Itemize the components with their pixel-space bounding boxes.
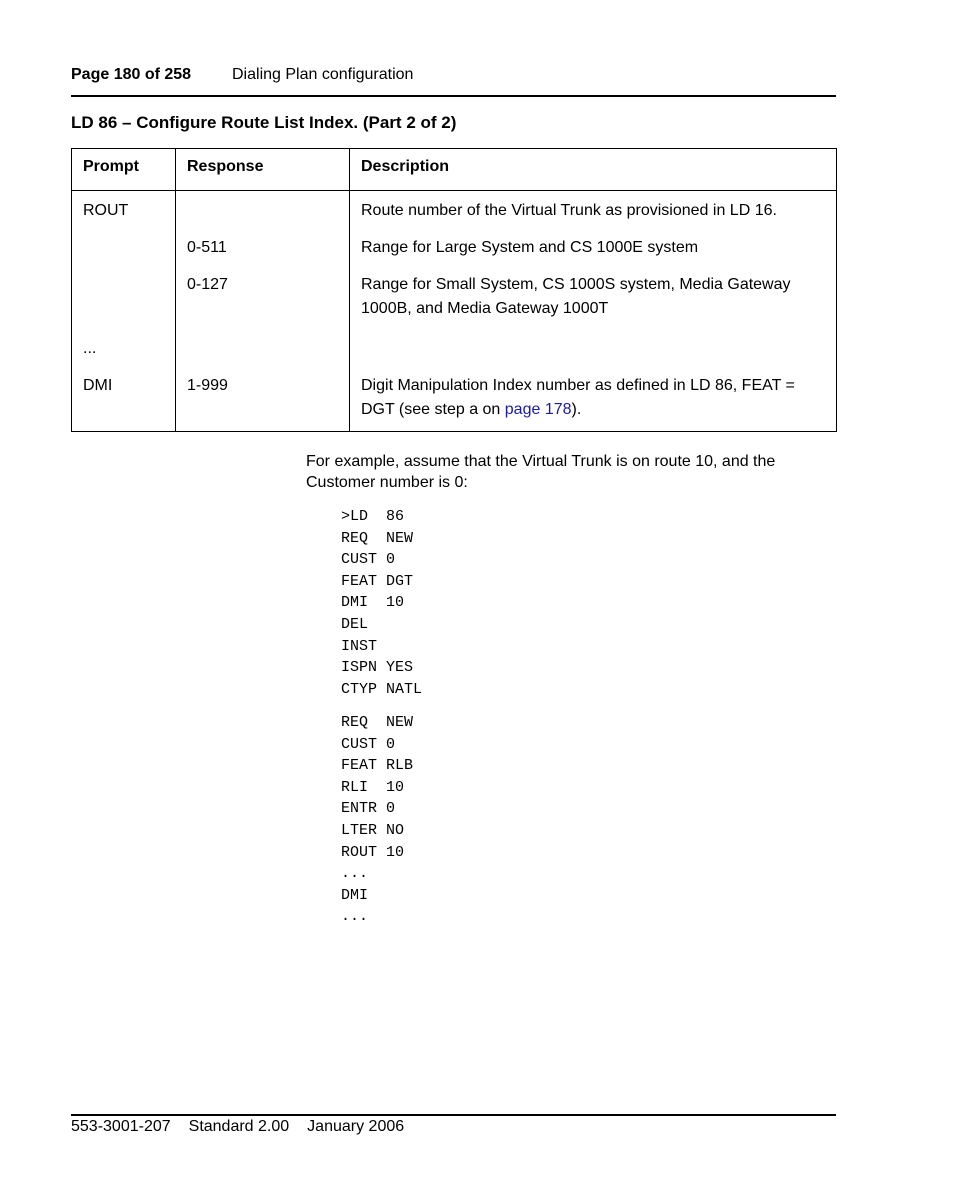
page-header	[71, 66, 836, 84]
description-suffix: ).	[571, 401, 582, 419]
header-rule	[71, 95, 836, 97]
column-header-description: Description	[350, 149, 837, 191]
document-number: 553-3001-207	[71, 1118, 171, 1135]
cell-description	[350, 366, 837, 431]
table-row	[72, 265, 837, 330]
example-intro: For example, assume that the Virtual Trunk is on route 10, and the Customer number is 0:	[306, 453, 776, 491]
page-number: Page 180 of 258	[71, 66, 192, 83]
cell-prompt: DMI	[72, 366, 176, 431]
cell-description: Range for Small System, CS 1000S system, Media Gateway 1000B, and Media Gateway 1000T	[350, 265, 837, 330]
cell-prompt: ...	[72, 329, 176, 366]
table-title: LD 86 – Configure Route List Index. (Part 2 of 2)	[71, 113, 457, 132]
cell-response	[176, 329, 350, 366]
cell-description	[350, 329, 837, 366]
footer-rule	[71, 1114, 836, 1116]
cell-response: 0-511	[176, 228, 350, 265]
code-block-rlb: REQ NEW CUST 0 FEAT RLB RLI 10 ENTR 0 LTER NO ROUT 10 ... DMI ...	[341, 714, 414, 926]
cell-description: Route number of the Virtual Trunk as provisioned in LD 16.	[350, 191, 837, 228]
column-header-response: Response	[176, 149, 350, 191]
publication-date: January 2006	[307, 1118, 405, 1135]
table-row	[72, 228, 837, 265]
standard-version: Standard 2.00	[188, 1118, 290, 1135]
description-text: Digit Manipulation Index number as defined in LD 86, FEAT = DGT (see step a on	[361, 377, 795, 419]
cell-response: 0-127	[176, 265, 350, 330]
cell-prompt: ROUT	[72, 191, 176, 228]
table-row	[72, 366, 837, 431]
cell-response: 1-999	[176, 366, 350, 431]
section-title: Dialing Plan configuration	[232, 66, 414, 83]
code-block-dgt: >LD 86 REQ NEW CUST 0 FEAT DGT DMI 10 DEL INST ISPN YES CTYP NATL	[341, 508, 423, 698]
cell-prompt	[72, 265, 176, 330]
table-row	[72, 329, 837, 366]
table-row	[72, 191, 837, 228]
page-footer	[71, 1118, 422, 1136]
table-header-row	[72, 149, 837, 191]
cell-response	[176, 191, 350, 228]
page-link[interactable]: page 178	[504, 401, 572, 419]
cell-prompt	[72, 228, 176, 265]
route-list-table	[71, 148, 837, 432]
column-header-prompt: Prompt	[72, 149, 176, 191]
cell-description: Range for Large System and CS 1000E system	[350, 228, 837, 265]
